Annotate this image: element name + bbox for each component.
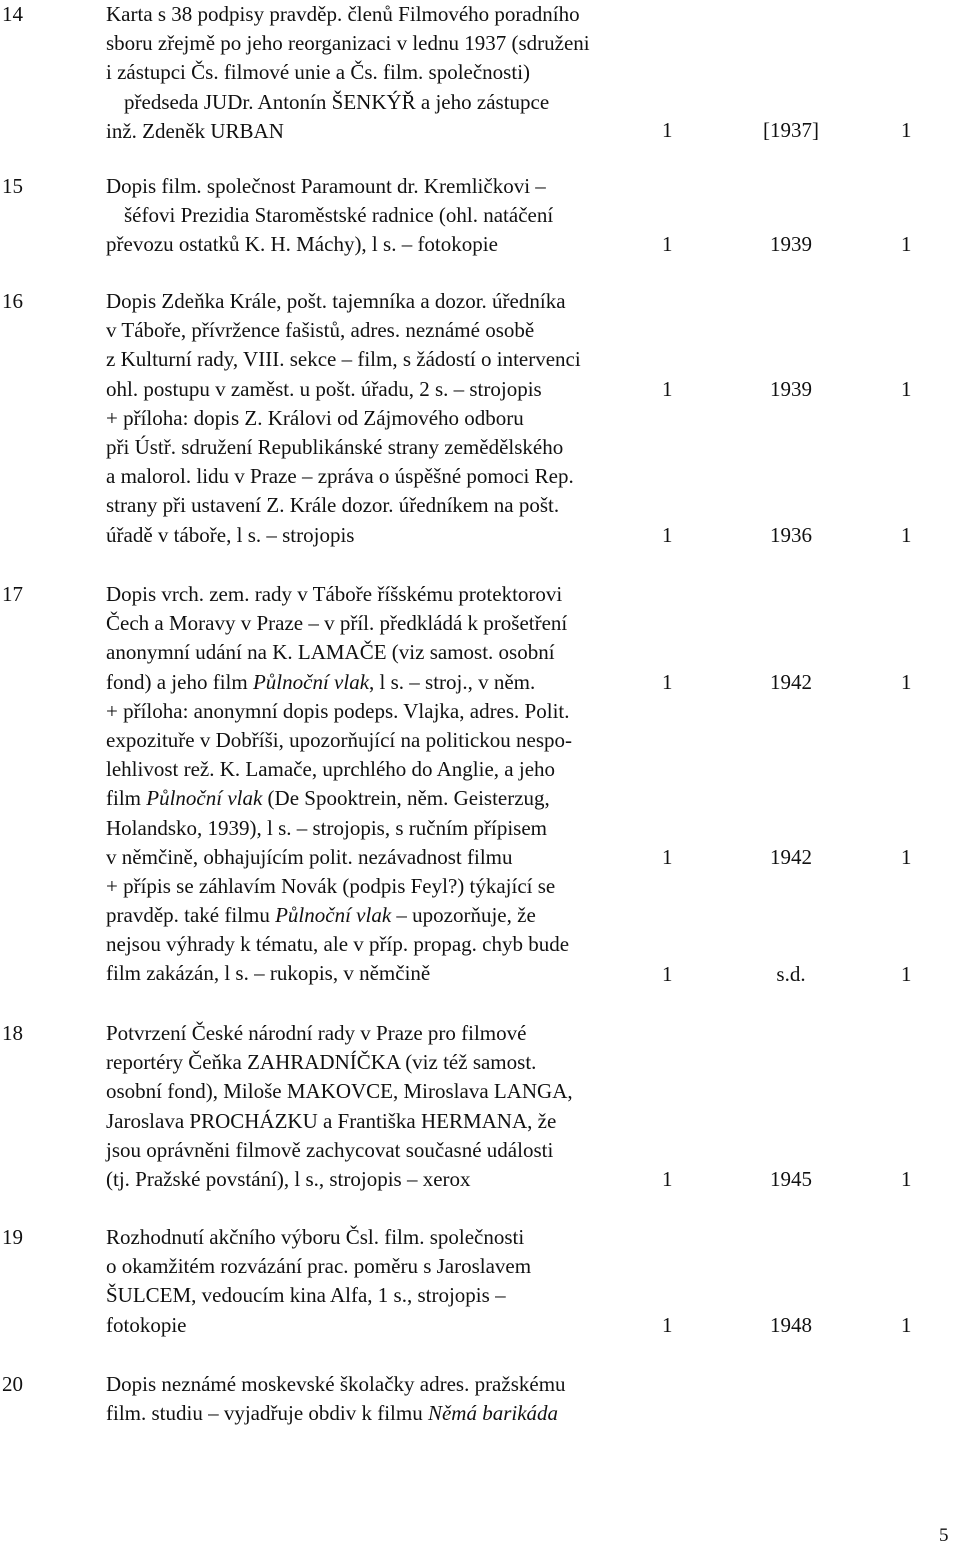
page-number: 5: [939, 1525, 949, 1546]
record-count: 1: [662, 377, 673, 401]
description-line: + přípis se záhlavím Novák (podpis Feyl?) týkající se: [106, 873, 556, 898]
record-pieces: 1: [901, 118, 912, 142]
entry-description: [106, 1019, 686, 1194]
description-line: Jaroslava PROCHÁZKU a Františka HERMANA, že: [106, 1108, 557, 1133]
entry-description: [106, 1223, 686, 1340]
record-count: 1: [662, 118, 673, 142]
description-line: Holandsko, 1939), l s. – strojopis, s ručním přípisem: [106, 815, 547, 840]
record-pieces: 1: [901, 670, 912, 694]
entry-description: [106, 1370, 686, 1428]
description-line: (tj. Pražské povstání), l s., strojopis – xerox: [106, 1166, 471, 1191]
description-line: pravděp. také filmu Půlnoční vlak – upozorňuje, že: [106, 903, 536, 928]
record-count: 1: [662, 845, 673, 869]
description-line: lehlivost rež. K. Lamače, uprchlého do Anglie, a jeho: [106, 757, 556, 782]
record-date: [1937]: [763, 118, 819, 142]
record-pieces: 1: [901, 845, 912, 869]
description-line: Dopis film. společnost Paramount dr. Kremličkovi –: [106, 174, 546, 198]
description-line: osobní fond), Miloše MAKOVCE, Miroslava LANGA,: [106, 1079, 573, 1104]
entry-number: 15: [2, 174, 23, 198]
record-pieces: 1: [901, 232, 912, 256]
description-line: šéfovi Prezidia Staroměstské radnice (ohl. natáčení: [124, 203, 554, 228]
description-line: inž. Zdeněk URBAN: [106, 118, 284, 143]
description-line: film zakázán, l s. – rukopis, v němčině: [106, 961, 431, 986]
record-count: 1: [662, 1167, 673, 1191]
description-line: Potvrzení České národní rady v Praze pro filmové: [106, 1021, 527, 1045]
entry-number: 16: [2, 289, 23, 313]
record-pieces: 1: [901, 377, 912, 401]
description-line: film. studiu – vyjadřuje obdiv k filmu Němá barikáda: [106, 1401, 559, 1426]
description-line: Karta s 38 podpisy pravděp. členů Filmového poradního: [106, 2, 580, 26]
description-line: + příloha: anonymní dopis podeps. Vlajka, adres. Polit.: [106, 698, 570, 723]
description-line: strany při ustavení Z. Krále dozor. úředníkem na pošt.: [106, 493, 560, 518]
entry-description: [106, 287, 686, 550]
description-line: fotokopie: [106, 1312, 187, 1337]
description-line: a malorol. lidu v Praze – zpráva o úspěšné pomoci Rep.: [106, 464, 574, 489]
record-pieces: 1: [901, 1167, 912, 1191]
record-date: s.d.: [776, 962, 806, 986]
record-date: 1945: [770, 1167, 812, 1191]
record-pieces: 1: [901, 1313, 912, 1337]
description-line: i zástupci Čs. filmové unie a Čs. film. společnosti): [106, 60, 531, 85]
entry-description: [106, 172, 686, 260]
description-line: v němčině, obhajujícím polit. nezávadnost filmu: [106, 844, 513, 869]
description-line: ohl. postupu v zaměst. u pošt. úřadu, 2 s. – strojopis: [106, 376, 542, 401]
record-date: 1942: [770, 845, 812, 869]
entry-number: 17: [2, 582, 23, 606]
entry-number: 14: [2, 2, 23, 26]
entry-description: [106, 0, 686, 146]
description-line: Dopis vrch. zem. rady v Táboře říšskému protektorovi: [106, 582, 563, 606]
description-line: Dopis Zdeňka Krále, pošt. tajemníka a dozor. úředníka: [106, 289, 566, 313]
description-line: úřadě v táboře, l s. – strojopis: [106, 522, 355, 547]
description-line: převozu ostatků K. H. Máchy), l s. – fotokopie: [106, 232, 498, 257]
entry-description: [106, 580, 686, 989]
description-line: ŠULCEM, vedoucím kina Alfa, 1 s., strojopis –: [106, 1283, 506, 1308]
description-line: z Kulturní rady, VIII. sekce – film, s žádostí o intervenci: [106, 347, 581, 372]
description-line: jsou oprávněni filmově zachycovat současné události: [106, 1137, 554, 1162]
description-line: sboru zřejmě po jeho reorganizaci v lednu 1937 (sdruženi: [106, 31, 590, 56]
record-date: 1936: [770, 523, 812, 547]
record-date: 1939: [770, 232, 812, 256]
description-line: předseda JUDr. Antonín ŠENKÝŘ a jeho zástupce: [124, 89, 550, 114]
description-line: při Ústř. sdružení Republikánské strany zemědělského: [106, 434, 564, 459]
entry-number: 20: [2, 1372, 23, 1396]
description-line: reportéry Čeňka ZAHRADNÍČKA (viz též samost.: [106, 1050, 537, 1075]
entry-number: 18: [2, 1021, 23, 1045]
description-line: v Táboře, přívržence fašistů, adres. neznámé osobě: [106, 318, 535, 343]
record-count: 1: [662, 670, 673, 694]
description-line: Rozhodnutí akčního výboru Čsl. film. společnosti: [106, 1225, 525, 1249]
record-count: 1: [662, 962, 673, 986]
record-count: 1: [662, 1313, 673, 1337]
description-line: expozituře v Dobříši, upozorňující na politickou nespo-: [106, 727, 572, 752]
record-date: 1939: [770, 377, 812, 401]
record-date: 1942: [770, 670, 812, 694]
description-line: nejsou výhrady k tématu, ale v příp. propag. chyb bude: [106, 932, 570, 957]
description-line: Dopis neznámé moskevské školačky adres. pražskému: [106, 1372, 566, 1396]
description-line: Čech a Moravy v Praze – v příl. předkládá k prošetření: [106, 611, 568, 636]
description-line: film Půlnoční vlak (De Spooktrein, něm. Geisterzug,: [106, 786, 550, 811]
record-count: 1: [662, 523, 673, 547]
record-count: 1: [662, 232, 673, 256]
entry-number: 19: [2, 1225, 23, 1249]
record-date: 1948: [770, 1313, 812, 1337]
record-pieces: 1: [901, 962, 912, 986]
description-line: anonymní udání na K. LAMAČE (viz samost. osobní: [106, 640, 555, 665]
record-pieces: 1: [901, 523, 912, 547]
description-line: o okamžitém rozvázání prac. poměru s Jaroslavem: [106, 1254, 532, 1279]
description-line: + příloha: dopis Z. Královi od Zájmového odboru: [106, 405, 524, 430]
description-line: fond) a jeho film Půlnoční vlak, l s. – stroj., v něm.: [106, 669, 536, 694]
